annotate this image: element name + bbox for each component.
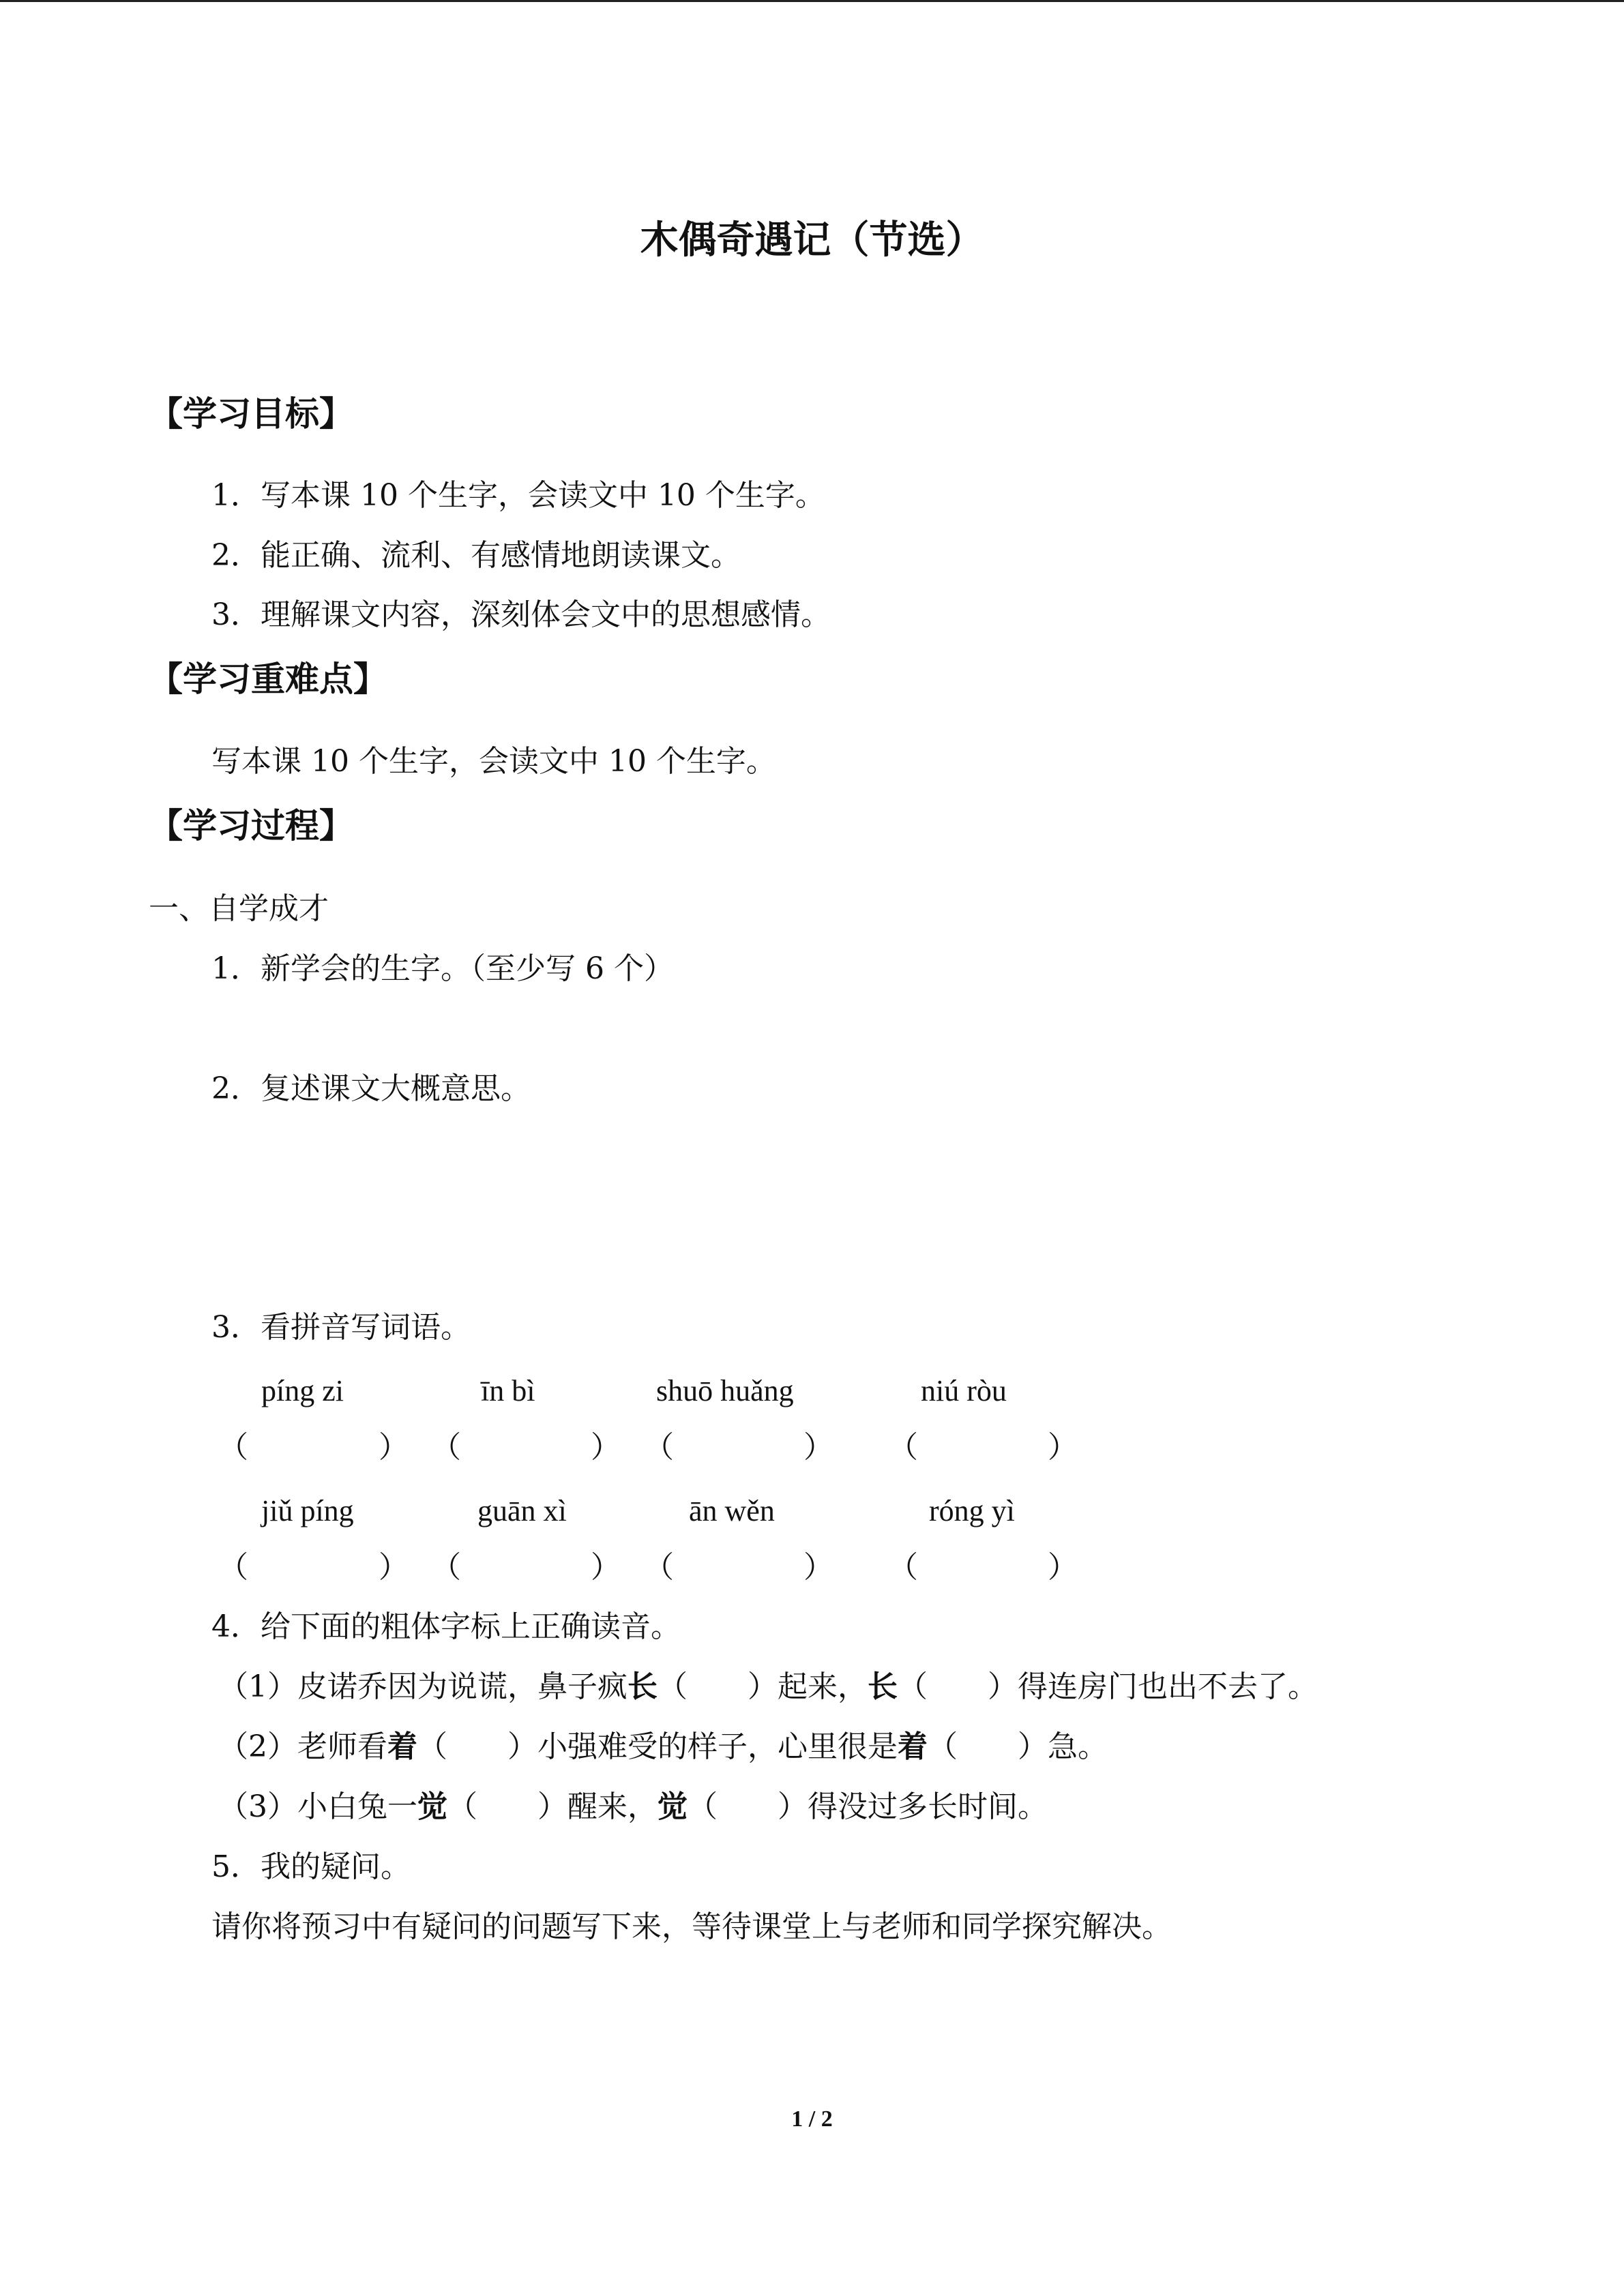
answer-paren-open: （ [218,1550,248,1585]
bold-char: 着 [898,1729,928,1764]
page-top-border [0,0,1624,2]
page-number: 1 / 2 [791,2106,833,2132]
pinyin-item: ān wěn [689,1494,775,1527]
answer-paren-open: （ [888,1430,918,1465]
part1-title: 一、自学成才 [149,891,329,926]
sentence-text: （3）小白兔一 [218,1789,417,1824]
key-points-text: 写本课 10 个生字，会读文中 10 个生字。 [211,744,776,779]
sentence-text: （ ）小强难受的样子，心里很是 [417,1729,898,1764]
sentence-text: （ ）得连房门也出不去了。 [898,1669,1318,1704]
bold-char: 长 [628,1669,658,1704]
answer-paren-close: ） [1048,1550,1078,1585]
pinyin-item: shuō huǎng [656,1374,794,1407]
goal-item-3: 3．理解课文内容，深刻体会文中的思想感情。 [211,597,831,632]
bold-char: 觉 [417,1789,447,1824]
sentence-1 [218,1667,1318,1707]
answer-paren-close: ） [379,1430,409,1465]
sentence-text: （ ）得没过多长时间。 [688,1789,1048,1824]
question-4: 4．给下面的粗体字标上正确读音。 [211,1609,681,1644]
goals-heading: 【学习目标】 [149,393,353,434]
answer-paren-open: （ [888,1550,918,1585]
answer-paren-close: ） [591,1430,621,1465]
sentence-text: （1）皮诺乔因为说谎，鼻子疯 [218,1669,628,1704]
answer-paren-close: ） [803,1430,833,1465]
goal-item-1: 1．写本课 10 个生字，会读文中 10 个生字。 [211,478,825,513]
answer-paren-open: （ [218,1430,248,1465]
sentence-2 [218,1727,1108,1767]
answer-paren-open: （ [644,1430,674,1465]
process-heading: 【学习过程】 [149,805,353,846]
bold-char: 觉 [658,1789,688,1824]
pinyin-item: īn bì [481,1374,535,1407]
pinyin-item: guān xì [477,1494,567,1527]
answer-paren-open: （ [431,1550,461,1585]
page-title: 木偶奇遇记（节选） [640,218,984,263]
goal-item-2: 2．能正确、流利、有感情地朗读课文。 [211,538,741,573]
sentence-3 [218,1787,1048,1827]
sentence-text: （ ）醒来， [447,1789,658,1824]
bold-char: 长 [868,1669,898,1704]
sentence-text: （2）老师看 [218,1729,387,1764]
key-points-heading: 【学习重难点】 [149,659,387,699]
question-1: 1．新学会的生字。（至少写 6 个） [211,951,674,986]
pinyin-item: róng yì [929,1494,1015,1527]
answer-paren-close: ） [1048,1430,1078,1465]
answer-paren-open: （ [644,1550,674,1585]
pinyin-item: jiǔ píng [261,1494,354,1527]
bold-char: 着 [387,1729,417,1764]
sentence-text: （ ）急。 [928,1729,1108,1764]
sentence-text: （ ）起来， [658,1669,868,1704]
question-3: 3．看拼音写词语。 [211,1310,471,1345]
question-2: 2．复述课文大概意思。 [211,1071,531,1106]
answer-paren-close: ） [591,1550,621,1585]
answer-paren-open: （ [431,1430,461,1465]
pinyin-item: píng zi [261,1374,344,1407]
question-5: 5．我的疑问。 [211,1849,411,1884]
answer-paren-close: ） [803,1550,833,1585]
question-5-text: 请你将预习中有疑问的问题写下来，等待课堂上与老师和同学探究解决。 [211,1909,1172,1944]
pinyin-item: niú ròu [921,1374,1007,1407]
answer-paren-close: ） [379,1550,409,1585]
